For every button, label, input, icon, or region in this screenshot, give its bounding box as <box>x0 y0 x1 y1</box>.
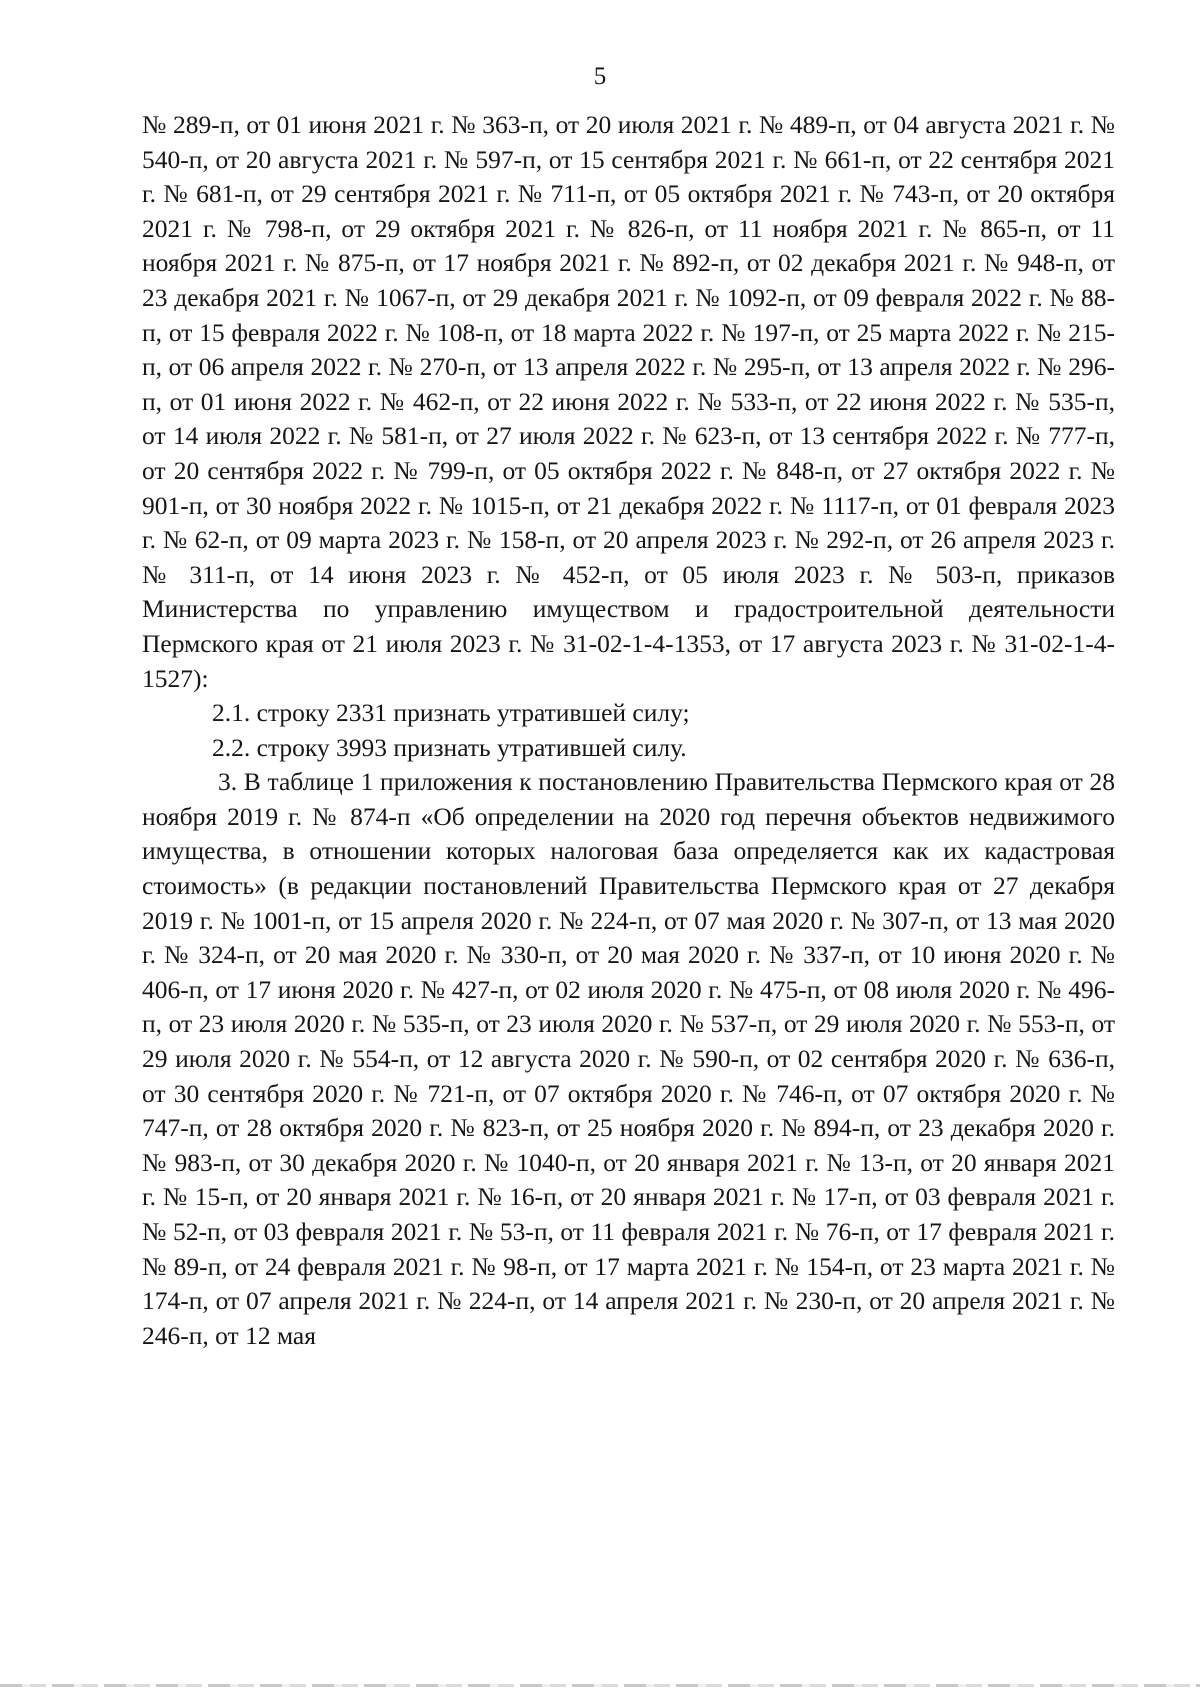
paragraph-item-2-2: 2.2. строку 3993 признать утратившей силу. <box>212 732 687 762</box>
paragraph-continuation: № 289-п, от 01 июня 2021 г. № 363-п, от 20 июля 2021 г. № 489-п, от 04 августа 2021 г. № 540-п, от 20 августа 2021 г. № 597-п, от 15 сентября 2021 г. № 661-п, от 22 сентября 2021 г. № 681-п, от 29 сентября 2021 г. № 711-п, от 05 октября 2021 г. № 743-п, от 20 октября 2021 г. № 798-п, от 29 октября 2021 г. № 826-п, от 11 ноября 2021 г. № 865-п, от 11 ноября 2021 г. № 875-п, от 17 ноября 2021 г. № 892-п, от 02 декабря 2021 г. № 948-п, от 23 декабря 2021 г. № 1067-п, от 29 декабря 2021 г. № 1092-п, от 09 февраля 2022 г. № 88-п, от 15 февраля 2022 г. № 108-п, от 18 марта 2022 г. № 197-п, от 25 марта 2022 г. № 215-п, от 06 апреля 2022 г. № 270-п, от 13 апреля 2022 г. № 295-п, от 13 апреля 2022 г. № 296-п, от 01 июня 2022 г. № 462-п, от 22 июня 2022 г. № 533-п, от 22 июня 2022 г. № 535-п, от 14 июля 2022 г. № 581-п, от 27 июля 2022 г. № 623-п, от 13 сентября 2022 г. № 777-п, от 20 сентября 2022 г. № 799-п, от 05 октября 2022 г. № 848-п, от 27 октября 2022 г. № 901-п, от 30 ноября 2022 г. № 1015-п, от 21 декабря 2022 г. № 1117-п, от 01 февраля 2023 г. № 62-п, от 09 марта 2023 г. № 158-п, от 20 апреля 2023 г. № 292-п, от 26 апреля 2023 г. № 311-п, от 14 июня 2023 г. № 452-п, от 05 июля 2023 г. № 503-п, приказов Министерства по управлению имуществом и градостроительной деятельности Пермского края от 21 июля 2023 г. № 31-02-1-4-1353, от 17 августа 2023 г. № 31-02-1-4-1527): <box>142 110 1115 693</box>
page-number: 5 <box>593 63 607 90</box>
paragraph-item-3: 3. В таблице 1 приложения к постановлению Правительства Пермского края от 28 ноября 2019 г. № 874-п «Об определении на 2020 год перечня объектов недвижимого имущества, в отношении которых налоговая база определяется как их кадастровая стоимость» (в редакции постановлений Правительства Пермского края от 27 декабря 2019 г. № 1001-п, от 15 апреля 2020 г. № 224-п, от 07 мая 2020 г. № 307-п, от 13 мая 2020 г. № 324-п, от 20 мая 2020 г. № 330-п, от 20 мая 2020 г. № 337-п, от 10 июня 2020 г. № 406-п, от 17 июня 2020 г. № 427-п, от 02 июля 2020 г. № 475-п, от 08 июля 2020 г. № 496-п, от 23 июля 2020 г. № 535-п, от 23 июля 2020 г. № 537-п, от 29 июля 2020 г. № 553-п, от 29 июля 2020 г. № 554-п, от 12 августа 2020 г. № 590-п, от 02 сентября 2020 г. № 636-п, от 30 сентября 2020 г. № 721-п, от 07 октября 2020 г. № 746-п, от 07 октября 2020 г. № 747-п, от 28 октября 2020 г. № 823-п, от 25 ноября 2020 г. № 894-п, от 23 декабря 2020 г. № 983-п, от 30 декабря 2020 г. № 1040-п, от 20 января 2021 г. № 13-п, от 20 января 2021 г. № 15-п, от 20 января 2021 г. № 16-п, от 20 января 2021 г. № 17-п, от 03 февраля 2021 г. № 52-п, от 03 февраля 2021 г. № 53-п, от 11 февраля 2021 г. № 76-п, от 17 февраля 2021 г. № 89-п, от 24 февраля 2021 г. № 98-п, от 17 марта 2021 г. № 154-п, от 23 марта 2021 г. № 174-п, от 07 апреля 2021 г. № 224-п, от 14 апреля 2021 г. № 230-п, от 20 апреля 2021 г. № 246-п, от 12 мая <box>142 767 1115 1350</box>
scan-bottom-edge <box>0 1684 1200 1687</box>
paragraph-item-2-1: 2.1. строку 2331 признать утратившей силу; <box>212 698 690 728</box>
document-body <box>142 108 1115 1353</box>
